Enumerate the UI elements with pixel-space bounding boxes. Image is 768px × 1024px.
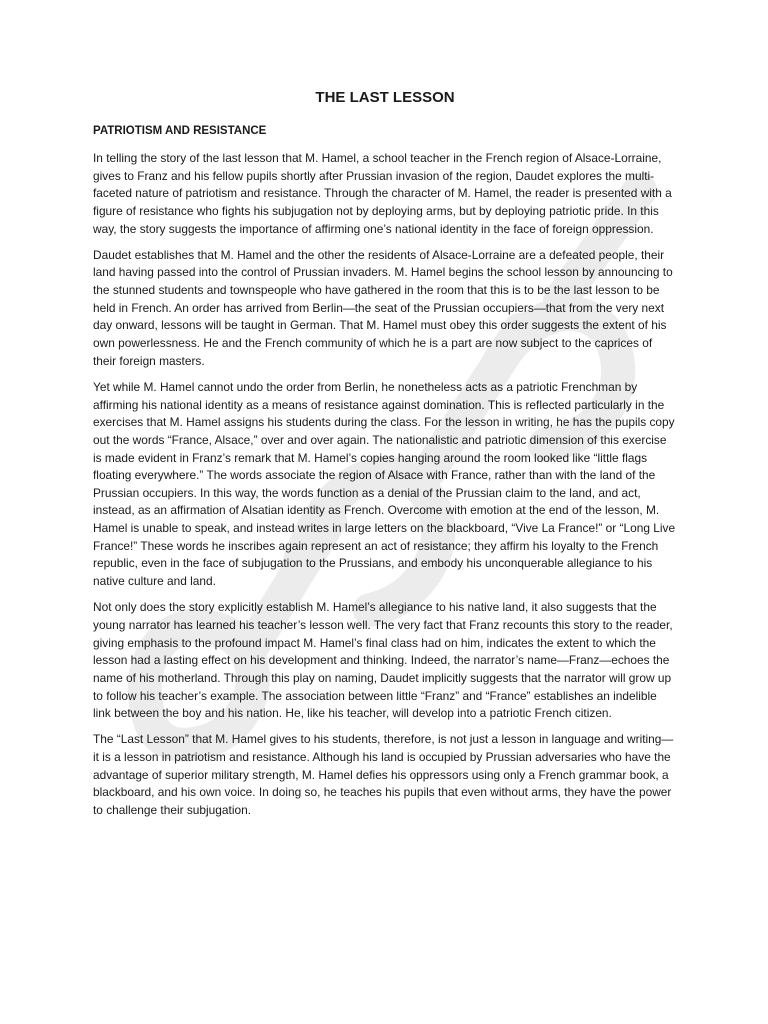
section-heading: PATRIOTISM AND RESISTANCE [93, 125, 267, 137]
document-body [93, 88, 677, 828]
paragraph-3: Yet while M. Hamel cannot undo the order from Berlin, he nonetheless acts as a patriotic Frenchman by affirming his national identity as a means of resistance against domination. This is reflected particularly in the exercises that M. Hamel assigns his students during the class. For the lesson in writing, he has the pupils copy out the words “France, Alsace,” over and over again. The nationalistic and patriotic dimension of this exercise is made evident in Franz’s remark that M. Hamel’s copies hanging around the room looked like “little flags floating everywhere.” The words associate the region of Alsace with France, rather than with the land of the Prussian occupiers. In this way, the words function as a denial of the Prussian claim to the land, and act, instead, as an affirmation of Alsatian identity as French. Overcome with emotion at the end of the lesson, M. Hamel is unable to speak, and instead writes in large letters on the blackboard, “Vive La France!” or “Long Live France!” These words he inscribes again represent an act of resistance; they affirm his loyalty to the French republic, even in the face of subjugation to the Prussians, and embody his unconquerable allegiance to his native culture and land. [93, 379, 676, 589]
paragraph-4: Not only does the story explicitly establish M. Hamel’s allegiance to his native land, it also suggests that the young narrator has learned his teacher’s lesson well. The very fact that Franz recounts this story to the reader, giving emphasis to the profound impact M. Hamel’s final class had on him, indicates the extent to which the lesson had a lasting effect on his development and thinking. Indeed, the narrator’s name—Franz—echoes the name of his motherland. Through this play on naming, Daudet implicitly suggests that the narrator will grow up to follow his teacher’s example. The association between little “Franz” and “France” establishes an indelible link between the boy and his nation. He, like his teacher, will develop into a patriotic French citizen. [93, 600, 673, 721]
document-title: THE LAST LESSON [315, 89, 455, 106]
paragraph-5: The “Last Lesson” that M. Hamel gives to his students, therefore, is not just a lesson in language and writing—it is a lesson in patriotism and resistance. Although his land is occupied by Prussian adversaries who have the advantage of superior military strength, M. Hamel defies his oppressors using only a French grammar book, a blackboard, and his own voice. In doing so, he teaches his pupils that even without arms, they have the power to challenge their subjugation. [93, 732, 674, 817]
paragraph-2: Daudet establishes that M. Hamel and the other the residents of Alsace-Lorraine are a defeated people, their land having passed into the control of Prussian invaders. M. Hamel begins the school lesson by announcing to the stunned students and townspeople who have gathered in the room that this is to be the last lesson to be held in French. An order has arrived from Berlin—the seat of the Prussian occupiers—that from the very next day onward, lessons will be taught in German. That M. Hamel must obey this order suggests the extent of his own powerlessness. He and the French community of which he is a part are now subject to the caprices of their foreign masters. [93, 247, 673, 368]
paragraph-1: In telling the story of the last lesson that M. Hamel, a school teacher in the French region of Alsace-Lorraine, gives to Franz and his fellow pupils shortly after Prussian invasion of the region, Daudet explores the multi-faceted nature of patriotism and resistance. Through the character of M. Hamel, the reader is presented with a figure of resistance who fights his subjugation not by deploying arms, but by deploying patriotic pride. In this way, the story suggests the importance of affirming one’s national identity in the face of foreign oppression. [93, 151, 672, 236]
